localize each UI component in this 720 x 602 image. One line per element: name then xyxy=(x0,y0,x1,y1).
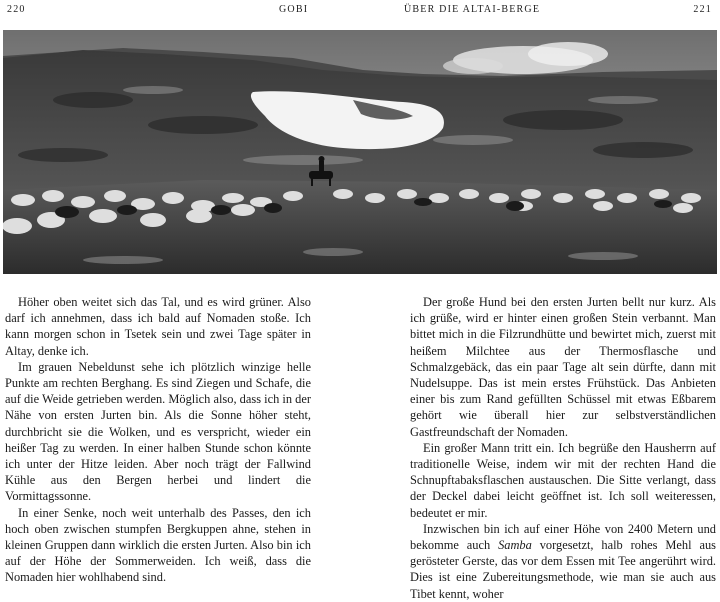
paragraph-text: Inzwischen bin ich auf einer Höhe von 2400 Metern und bekomme auch xyxy=(410,521,716,553)
text-column-right xyxy=(410,294,716,602)
page-number-left: 220 xyxy=(7,4,26,15)
paragraph: Ein großer Mann tritt ein. Ich begrüße den Hausherrn auf traditionelle Weise, indem wir mit der rechten Hand die Schnupftabaksflaschen austauschen. Die Sitte verlangt, dass der Deckel dabei leicht geöffnet ist. Ich soll weiteressen, bedeutet er mir. xyxy=(410,440,716,520)
landscape-photo xyxy=(3,30,717,274)
running-title-right: ÜBER DIE ALTAI-BERGE xyxy=(404,4,541,15)
paragraph-text: vorgesetzt, halb rohes Mehl aus gerösteter Gerste, das vor dem Essen mit Tee angerührt wird. Dies ist eine Zubereitungsmethode, wie man sie auch aus Tibet kennt, woher xyxy=(410,538,716,601)
paragraph: Im grauen Nebeldunst sehe ich plötzlich winzige helle Punkte am rechten Berghang. Es sind Ziegen und Schafe, die auf die Weide getrieben werden. Möglich also, dass ich in der Nähe von ersten Jurten bin. Als die Sonne höher steht, durchbricht sie die Wolken, und es verspricht, wieder ein heißer Tag zu werden. In einer halben Stunde schon könnte ich unter der Hitze leiden. Aber noch trägt der Fallwind Kühle aus den Bergen herbei und lindert die Vormittagssonne. xyxy=(5,359,311,504)
page-header xyxy=(0,0,720,20)
paragraph: Der große Hund bei den ersten Jurten bellt nur kurz. Als ich grüße, wird er hinter einen großen Stein verbannt. Man bittet mich in die Filzrundhütte und bewirtet mich, zuerst mit heißem Milchtee aus der Thermosflasche und Schmalzgebäck, das ein paar Tage alt sein dürfte, dann mit Nudelsuppe. Das ist mein erstes Frühstück. Das Anbieten einer bis zum Rand gefüllten Schüssel mit etwas Eßbarem gehört wie überall hier zur selbstverständlichen Gastfreundschaft der Nomaden. xyxy=(410,295,716,439)
italic-term: Samba xyxy=(498,538,532,553)
paragraph xyxy=(410,521,716,602)
running-title-left: GOBI xyxy=(279,4,309,15)
paragraph: Höher oben weitet sich das Tal, und es wird grüner. Also darf ich annehmen, dass ich bald auf Nomaden stoße. Ich kann morgen schon in Tsetek sein und zwei Tage später in Altay, denke ich. xyxy=(5,295,311,358)
paragraph: In einer Senke, noch weit unterhalb des Passes, den ich hoch oben zwischen stumpfen Bergkuppen ahne, stehen in kleinen Gruppen dann wirklich die ersten Jurten. Also bin ich auf der Höhe der Sommerweiden. Ich weiß, dass die Nomaden hier wohlhabend sind. xyxy=(5,505,311,585)
page-number-right: 221 xyxy=(693,4,712,15)
